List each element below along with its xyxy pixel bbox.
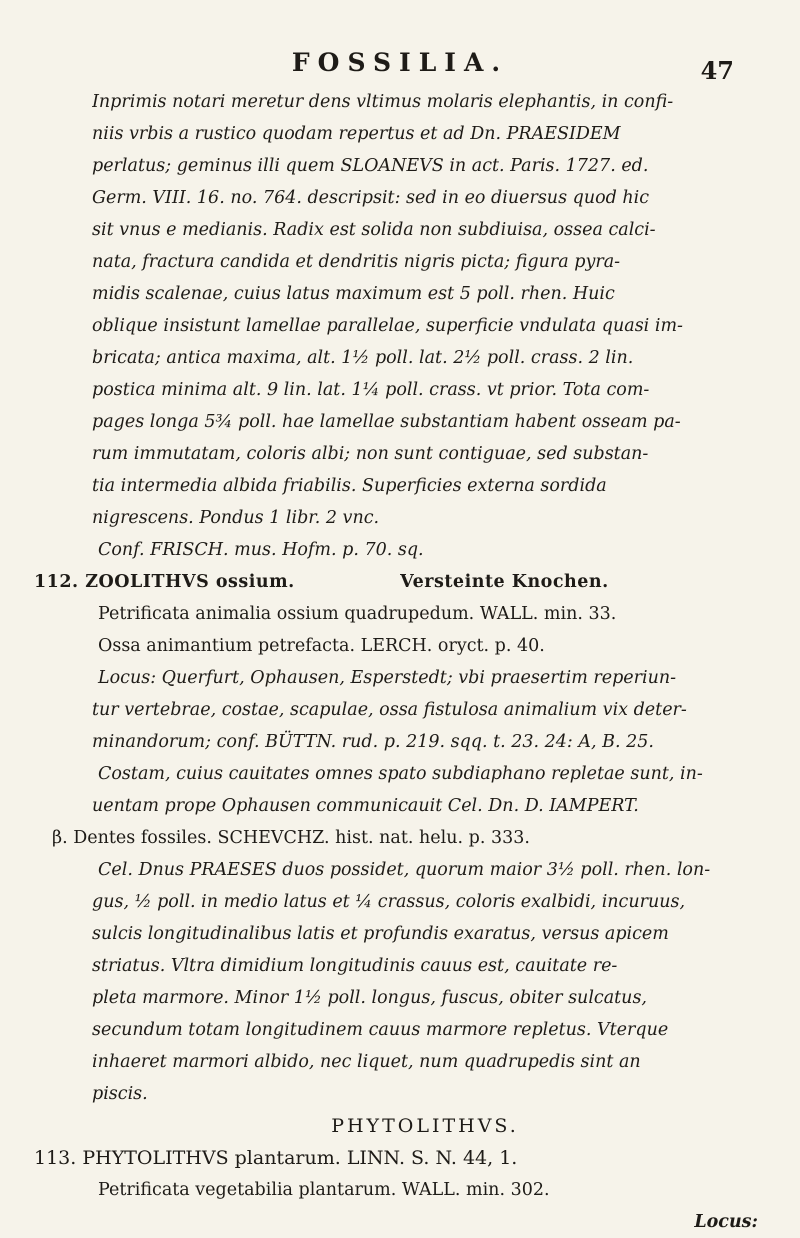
page-number: 47 bbox=[700, 56, 734, 85]
text-line: pleta marmore. Minor 1½ poll. longus, fuscus, obiter sulcatus, bbox=[92, 988, 647, 1008]
section-heading: PHYTOLITHVS. bbox=[331, 1115, 519, 1137]
text-line: sulcis longitudinalibus latis et profundis exaratus, versus apicem bbox=[92, 924, 669, 944]
text-line: Germ. VIII. 16. no. 764. descripsit: sed in eo diuersus quod hic bbox=[92, 188, 650, 208]
text-line: Petrificata vegetabilia plantarum. WALL. min. 302. bbox=[98, 1180, 550, 1200]
text-line: inhaeret marmori albido, nec liquet, num quadrupedis sint an bbox=[92, 1052, 641, 1072]
page-body bbox=[34, 86, 758, 1238]
text-line: midis scalenae, cuius latus maximum est 5 poll. rhen. Huic bbox=[92, 284, 615, 304]
text-line: tia intermedia albida friabilis. Superficies externa sordida bbox=[92, 476, 607, 496]
entry-heading-113: 113. PHYTOLITHVS plantarum. LINN. S. N. 44, 1. bbox=[34, 1147, 518, 1169]
entry-heading-112: 112. ZOOLITHVS ossium. Versteinte Knochen. bbox=[34, 572, 609, 592]
text-line: Costam, cuius cauitates omnes spato subdiaphano repletae sunt, in- bbox=[98, 764, 703, 784]
text-line: niis vrbis a rustico quodam repertus et ad Dn. PRAESIDEM bbox=[92, 124, 621, 144]
catchword: Locus: bbox=[694, 1212, 758, 1232]
text-line: pages longa 5¾ poll. hae lamellae substantiam habent osseam pa- bbox=[92, 412, 681, 432]
text-line: bricata; antica maxima, alt. 1½ poll. lat. 2½ poll. crass. 2 lin. bbox=[92, 348, 634, 368]
entry-beta: β. Dentes fossiles. SCHEVCHZ. hist. nat. helu. p. 333. bbox=[52, 828, 530, 848]
text-line: gus, ½ poll. in medio latus et ¼ crassus, coloris exalbidi, incuruus, bbox=[92, 892, 686, 912]
running-title: FOSSILIA. bbox=[291, 48, 509, 77]
text-line: uentam prope Ophausen communicauit Cel. Dn. D. IAMPERT. bbox=[92, 796, 639, 816]
text-line: sit vnus e medianis. Radix est solida non subdiuisa, ossea calci- bbox=[92, 220, 656, 240]
text-line: secundum totam longitudinem cauus marmore repletus. Vterque bbox=[92, 1020, 669, 1040]
text-line: oblique insistunt lamellae parallelae, superficie vndulata quasi im- bbox=[92, 316, 683, 336]
text-line: perlatus; geminus illi quem SLOANEVS in act. Paris. 1727. ed. bbox=[92, 156, 649, 176]
text-line: tur vertebrae, costae, scapulae, ossa fistulosa animalium vix deter- bbox=[92, 700, 687, 720]
text-line: Conf. FRISCH. mus. Hofm. p. 70. sq. bbox=[98, 540, 424, 560]
text-line: piscis. bbox=[92, 1084, 148, 1104]
text-line: striatus. Vltra dimidium longitudinis cauus est, cauitate re- bbox=[92, 956, 618, 976]
text-line: minandorum; conf. BÜTTN. rud. p. 219. sqq. t. 23. 24: A, B. 25. bbox=[92, 732, 654, 752]
text-line: nata, fractura candida et dendritis nigris picta; figura pyra- bbox=[92, 252, 621, 272]
text-line: Inprimis notari meretur dens vltimus molaris elephantis, in confi- bbox=[92, 92, 674, 112]
text-line: Ossa animantium petrefacta. LERCH. oryct. p. 40. bbox=[98, 636, 545, 656]
text-line: Cel. Dnus PRAESES duos possidet, quorum maior 3½ poll. rhen. lon- bbox=[98, 860, 711, 880]
text-line: rum immutatam, coloris albi; non sunt contiguae, sed substan- bbox=[92, 444, 649, 464]
text-line: Locus: Querfurt, Ophausen, Esperstedt; vbi praesertim reperiun- bbox=[98, 668, 677, 688]
text-line: Petrificata animalia ossium quadrupedum. WALL. min. 33. bbox=[98, 604, 617, 624]
text-line: postica minima alt. 9 lin. lat. 1¼ poll. crass. vt prior. Tota com- bbox=[92, 380, 650, 400]
text-line: nigrescens. Pondus 1 libr. 2 vnc. bbox=[92, 508, 380, 528]
